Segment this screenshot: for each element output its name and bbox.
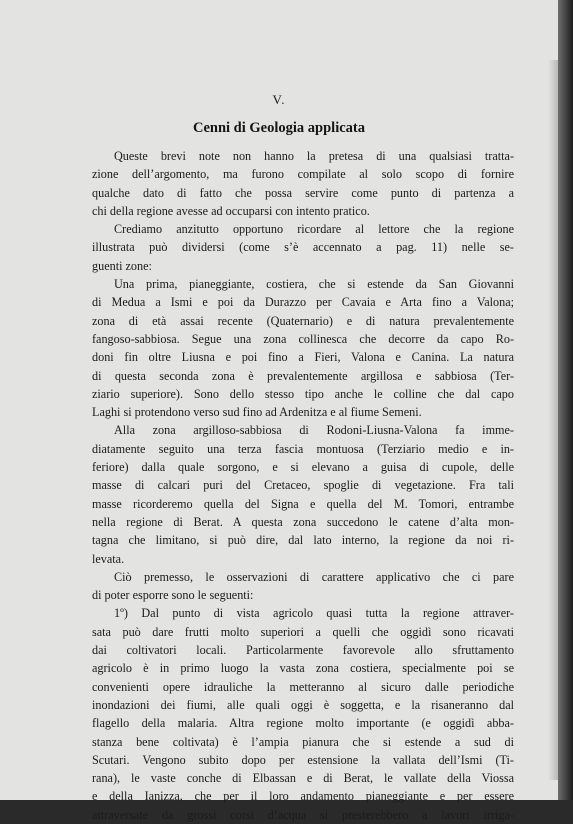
text-line: zione dell’argomento, ma furono compilate al solo scopo di fornire <box>92 167 514 182</box>
text-line: qualche dato di fatto che possa servire come punto di partenza a <box>92 185 514 200</box>
text-line: masse ricorderemo quella del Signa e quella del M. Tomori, entrambe <box>92 496 514 511</box>
page-edge-shadow <box>548 60 558 780</box>
text-line: levata. <box>92 551 125 566</box>
text-line: ziario superiore). Sono dello stesso tipo anche le colline che dal capo <box>92 386 514 401</box>
text-line: dai coltivatori locali. Particolarmente favorevole allo sfruttamento <box>92 643 514 658</box>
text-line: feriore) dalla quale sorgono, e si elevano a guisa di cupole, delle <box>92 460 514 475</box>
text-line: fangoso-sabbiosa. Segue una zona collinesca che decorre da capo Ro- <box>92 331 514 346</box>
text-line: Ciò premesso, le osservazioni di carattere applicativo che ci pare <box>114 569 514 584</box>
text-line: e della Ianizza, che per il loro andamento pianeggiante e per essere <box>92 789 514 804</box>
text-line: di questa seconda zona è prevalentemente argillosa e sabbiosa (Ter- <box>92 368 514 383</box>
text-line: stanza bene coltivata) è l’ampia pianura che si estende a sud di <box>92 734 514 749</box>
text-line: Laghi si protendono verso sud fino ad Ardenitza e al fiume Semeni. <box>92 405 422 420</box>
text-line: Scutari. Vengono subito dopo per estensione la vallata dell’Ismi (Ti- <box>92 752 514 767</box>
text-line: inondazioni dei fiumi, alle quali oggi è soggetta, e la risaneranno dal <box>92 697 514 712</box>
text-line: zona di età assai recente (Quaternario) e di natura prevalentemente <box>92 313 514 328</box>
text-line: di poter esporre sono le seguenti: <box>92 588 254 603</box>
text-line: guenti zone: <box>92 258 152 273</box>
text-line: agricolo è in primo luogo la vasta zona costiera, specialmente poi se <box>92 661 514 676</box>
text-line: illustrata può dividersi (come s’è accennato a pag. 11) nelle se- <box>92 240 514 255</box>
text-line: flagello della malaria. Altra regione molto importante (e oggidì abba- <box>92 716 514 731</box>
text-line: diatamente seguito una terza fascia montuosa (Terziario medio e in- <box>92 441 514 456</box>
page-title: Cenni di Geologia applicata <box>192 120 365 136</box>
book-binding-edge <box>558 0 573 800</box>
body-text <box>92 147 514 824</box>
text-line: Una prima, pianeggiante, costiera, che si estende da San Giovanni <box>114 277 514 292</box>
text-line: nella regione di Berat. A questa zona succedono le catene d’alta mon- <box>92 514 514 529</box>
text-line: sata può dare frutti molto superiori a quelli che oggidì sono ricavati <box>92 624 514 639</box>
text-line: di Medua a Ismi e poi da Durazzo per Cavaia e Arta fino a Valona; <box>92 295 514 310</box>
text-line: tagna che limitano, si può dire, dal lato interno, la regione da noi ri- <box>92 533 514 548</box>
text-line: masse di calcari puri del Cretaceo, spoglie di vegetazione. Fra tali <box>92 478 514 493</box>
text-line: doni fin oltre Liusna e poi fino a Fieri, Valona e Canina. La natura <box>92 350 514 365</box>
text-line: Queste brevi note non hanno la pretesa di una qualsiasi tratta- <box>114 149 514 163</box>
text-line: Alla zona argilloso-sabbiosa di Rodoni-Liusna-Valona fa imme- <box>114 423 514 438</box>
chapter-number: V. <box>272 92 286 107</box>
text-line: chi della regione avesse ad occuparsi con intento pratico. <box>92 203 370 218</box>
text-line: rana), le vaste conche di Elbassan e di Berat, le vallate della Viossa <box>92 771 514 786</box>
text-line: Crediamo anzitutto opportuno ricordare al lettore che la regione <box>114 222 514 237</box>
text-line: convenienti opere idrauliche la metteranno al sicuro dalle periodiche <box>92 679 514 694</box>
text-line: attraversate da grossi corsi d’acqua si presterebbero a lavori irriga- <box>92 807 514 822</box>
text-line: 1º) Dal punto di vista agricolo quasi tutta la regione attraver- <box>114 606 514 621</box>
